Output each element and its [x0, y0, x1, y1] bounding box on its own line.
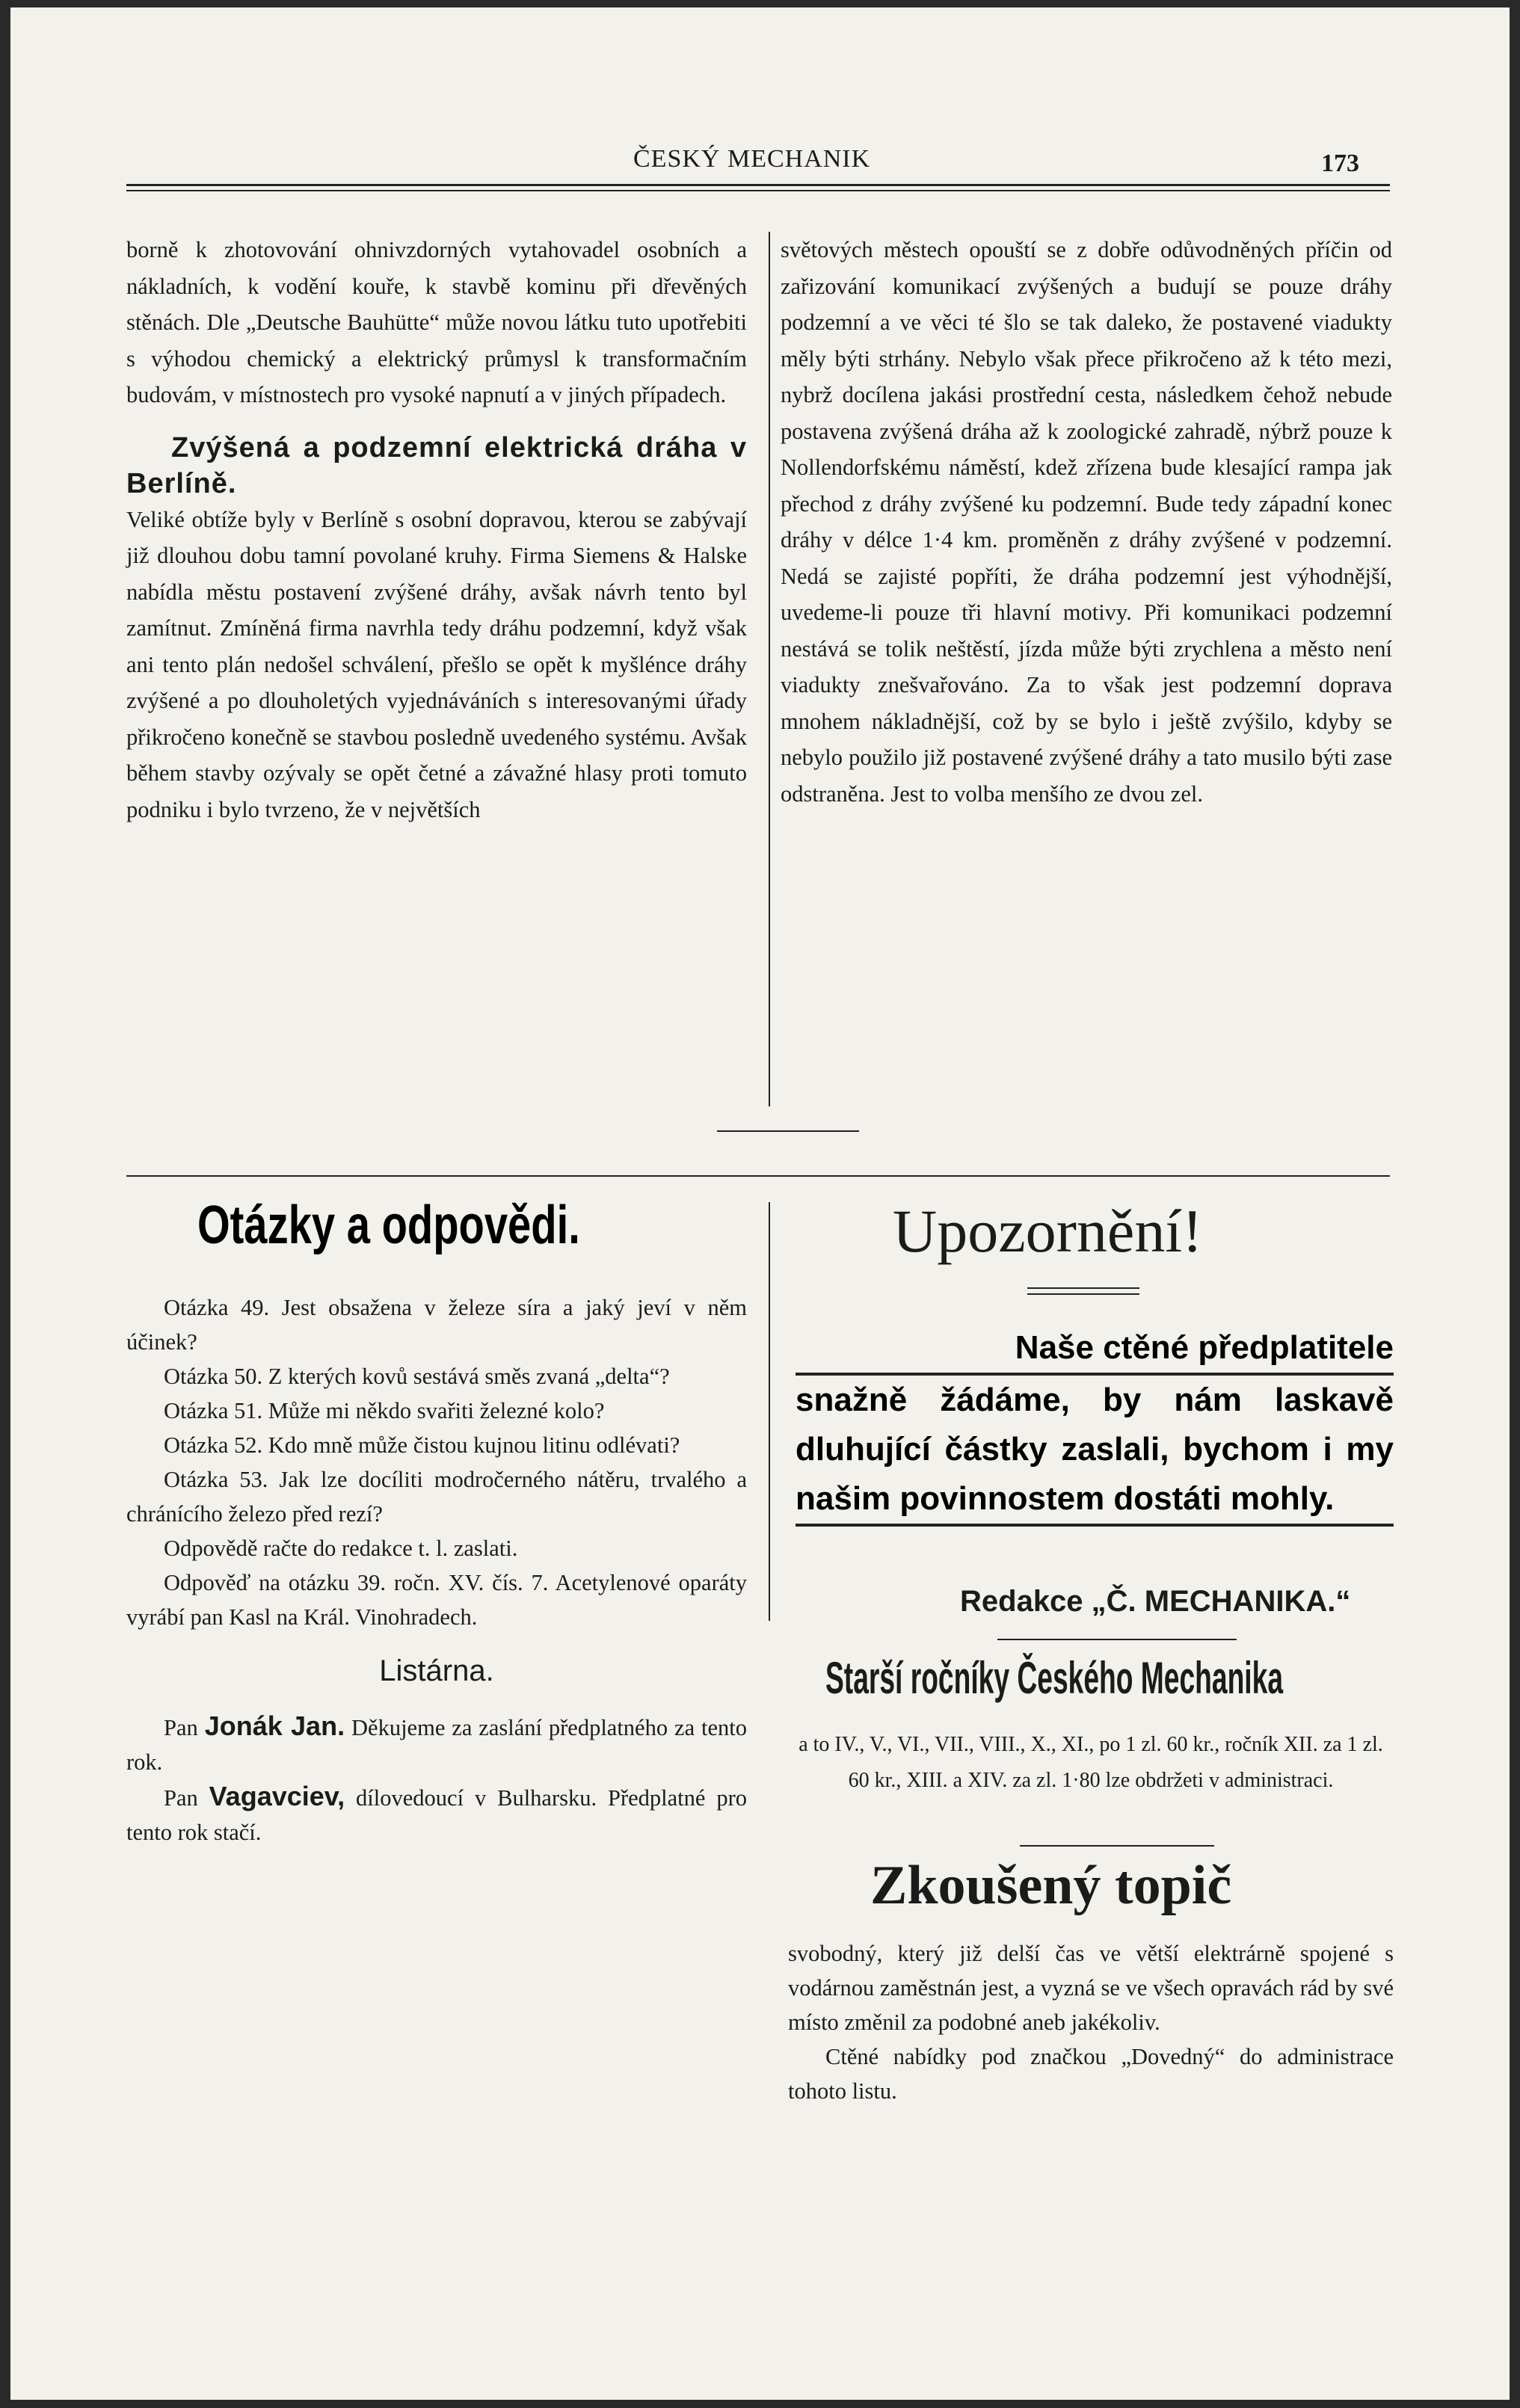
article-body: Veliké obtíže byly v Berlíně s osobní dopravou, kterou se zabývají již dlouhou dobu tamní povolané kruhy. Firma Siemens & Halske nabídla městu postavení zvýšené dráhy, avšak návrh tento byl zamítnut. Zmíněná firma navrhla tedy dráhu podzemní, když však ani tento plán nedošel schválení, přešlo se opět k myšlénce dráhy zvýšené a po dlouholetých vyjednáváních s interesovanými úřady přikročeno konečně se stavbou posledně uvedeného systému. Avšak během stavby ozývaly se opět četné a závažné hlasy proti tomuto podniku i bylo tvrzeno, že v největších: [126, 506, 747, 822]
notice-signature: Redakce „Č. MECHANIKA.“: [960, 1585, 1351, 1618]
article-heading: Zvýšená a podzemní elektrická dráha v Berlíně.: [126, 431, 747, 499]
listarna-title: Listárna.: [379, 1654, 494, 1687]
answer-item: Odpověď na otázku 39. ročn. XV. čís. 7. Acetylenové oparáty vyrábí pan Kasl na Král. Vinohradech.: [126, 1570, 747, 1630]
page-number: 173: [1321, 150, 1359, 177]
volumes-text: a to IV., V., VI., VII., VIII., X., XI., po 1 zl. 60 kr., ročník XII. za 1 zl. 60 kr., XIII. a XIV. za zl. 1·80 lze obdržeti v administraci.: [799, 1733, 1383, 1792]
right-column-top: [781, 232, 1392, 812]
question-item: Otázka 53. Jak lze docíliti modročerného nátěru, trvalého a chránícího železo před rezí?: [126, 1467, 747, 1527]
notice-line: snažně žádáme, by nám laskavě dluhující částky zaslali, bychom i my našim povinnostem dostáti mohly.: [796, 1376, 1394, 1527]
stoker-offers: Ctěné nabídky pod značkou „Dovedný“ do administrace tohoto listu.: [788, 2044, 1394, 2104]
section-short-rule: [717, 1130, 859, 1132]
notice-title: Upozornění!: [893, 1197, 1203, 1265]
stoker-ad: [788, 1936, 1394, 2108]
page-header-title: ČESKÝ MECHANIK: [633, 145, 871, 173]
question-item: Otázka 51. Může mi někdo svařiti železné kolo?: [164, 1398, 605, 1423]
listarna-text: dílovedoucí v Bulharsku. Předplatné pro tento rok stačí.: [126, 1785, 747, 1845]
listarna-name: Jonák Jan.: [204, 1710, 345, 1741]
notice-rule-2: [1027, 1293, 1139, 1295]
questions-list: [126, 1290, 747, 1850]
header-rule-top: [126, 184, 1390, 186]
stoker-title: Zkoušený topič: [870, 1855, 1232, 1916]
questions-title: Otázky a odpovědi.: [197, 1195, 580, 1255]
question-item: Otázka 52. Kdo mně může čistou kujnou litinu odlévati?: [164, 1432, 680, 1458]
article-continuation: světových městech opouští se z dobře odůvodněných příčin od zařizování komunikací zvýšených a budují se pouze dráhy podzemní a ve věci té šlo se tak daleko, že postavené viadukty měly býti strhány. Nebylo však přece přikročeno až k této mezi, nybrž docílena jakási prostřední cesta, následkem čehož nebude postavena zvýšená dráha až k zoologické zahradě, nýbrž pouze k Nollendorfskému náměstí, kdež zřízena bude klesající rampa jak přechod z dráhy zvýšené ku podzemní. Bude tedy západní konec dráhy v délce 1·4 km. proměněn z dráhy zvýšené v podzemní. Nedá se zajisté popříti, že dráha podzemní jest výhodnější, uvedeme-li pouze tři hlavní motivy. Při komunikaci podzemní nestává se tolik neštěstí, jízda může býti zrychlena a město není viadukty znešvařováno. Za to však jest podzemní doprava mnohem nákladnější, což by se bylo i ještě zvýšilo, kdyby se nebylo použilo již postavené zvýšené dráhy a tato musilo býti zase odstraněna. Jest to volba menšího ze dvou zel.: [781, 237, 1392, 807]
question-item: Otázka 50. Z kterých kovů sestává směs zvaná „delta“?: [164, 1364, 670, 1389]
notice-bottom-rule: [997, 1639, 1237, 1640]
volumes-rule: [1020, 1845, 1214, 1847]
volumes-title: Starší ročníky Českého Mechanika: [825, 1653, 1284, 1703]
answers-note: Odpovědě račte do redakce t. l. zaslati.: [164, 1536, 518, 1561]
notice-body: [796, 1323, 1394, 1527]
listarna-item: [126, 1779, 747, 1850]
listarna-item: [126, 1709, 747, 1779]
listarna-name: Vagavciev,: [209, 1781, 345, 1811]
listarna-prefix: Pan: [164, 1785, 198, 1811]
header-rule-bottom: [126, 190, 1390, 191]
listarna-text: Děkujeme za zaslání předplatného za tento rok.: [126, 1715, 748, 1775]
notice-line: Naše ctěné předplatitele: [796, 1323, 1394, 1376]
newspaper-page: [10, 7, 1510, 2400]
notice-rule-1: [1027, 1287, 1139, 1289]
column-divider-top: [769, 232, 770, 1106]
question-item: Otázka 49. Jest obsažena v železe síra a jaký jeví v něm účinek?: [126, 1295, 747, 1355]
left-column-top: [126, 232, 747, 828]
section-rule: [126, 1175, 1390, 1177]
intro-paragraph: borně k zhotovování ohnivzdorných vytahovadel osobních a nákladních, k vodění kouře, k stavbě kominu při dřevěných stěnách. Dle „Deutsche Bauhütte“ může novou látku tuto upotřebiti s výhodou chemický a elektrický průmysl k transformačním budovám, v místnostech pro vysoké napnutí a v jiných případech.: [126, 237, 747, 407]
stoker-text: svobodný, který již delší čas ve větší elektrárně spojené s vodárnou zaměstnán jest, a vyzná se ve všech opravách rád by své místo změnil za podobné aneb jakékoliv.: [788, 1941, 1394, 2035]
listarna-prefix: Pan: [164, 1715, 198, 1740]
column-divider-bottom: [769, 1202, 770, 1621]
